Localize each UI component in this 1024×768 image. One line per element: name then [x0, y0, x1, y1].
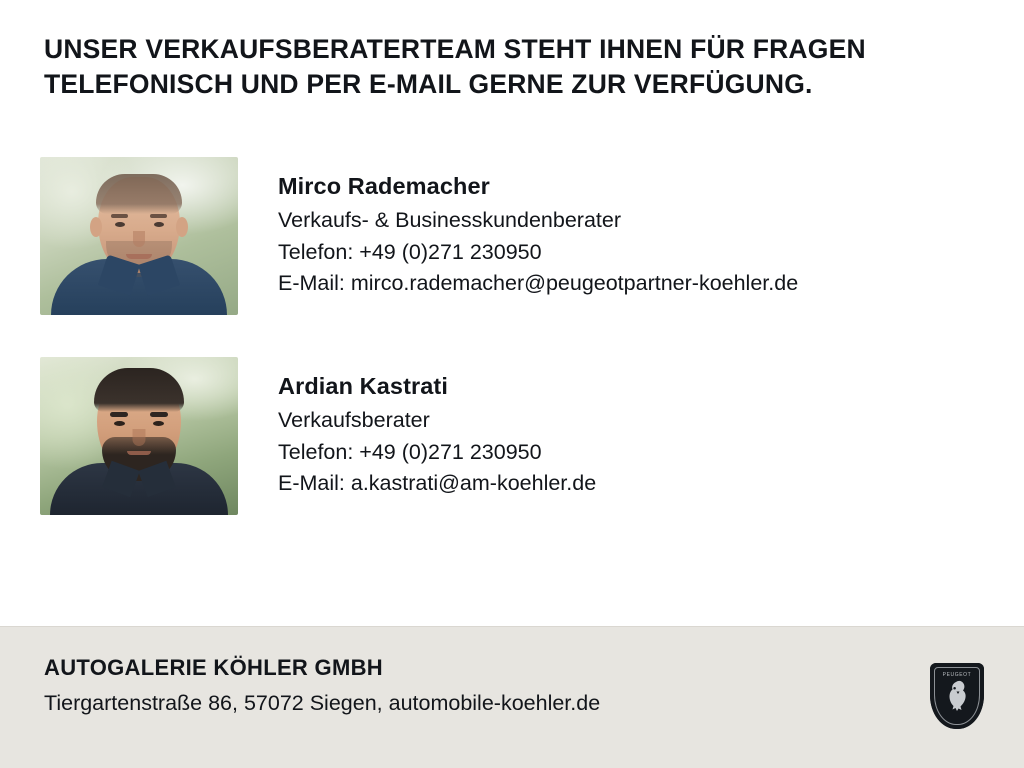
peugeot-lion-shield-icon	[930, 663, 984, 729]
contact-role: Verkaufsberater	[278, 408, 430, 433]
brand-wordmark: PEUGEOT	[942, 672, 972, 678]
contact-email[interactable]: E-Mail: a.kastrati@am-koehler.de	[278, 470, 597, 495]
headline-line-1: UNSER VERKAUFSBERATERTEAM STEHT IHNEN FÜR FRAGEN	[44, 34, 866, 64]
portrait-nose	[133, 429, 146, 446]
shield-shape	[930, 663, 984, 729]
portrait-nose	[133, 231, 145, 247]
page-footer	[0, 626, 1024, 768]
contact-card-mirco-rademacher	[40, 157, 984, 315]
contact-details	[238, 157, 798, 299]
headline-line-2: TELEFONISCH UND PER E-MAIL GERNE ZUR VERFÜGUNG.	[44, 68, 813, 99]
portrait-ear-right	[176, 217, 188, 237]
contact-email[interactable]: E-Mail: mirco.rademacher@peugeotpartner-koehler.de	[278, 270, 799, 295]
portrait-mouth	[127, 451, 151, 455]
portrait-brow-left	[110, 412, 128, 417]
footer-company-name: AUTOGALERIE KÖHLER GMBH	[44, 655, 383, 680]
portrait-image-mirco-rademacher	[40, 157, 238, 315]
lion-glyph	[930, 663, 984, 729]
portrait-image-ardian-kastrati	[40, 357, 238, 515]
contact-phone[interactable]: Telefon: +49 (0)271 230950	[278, 239, 542, 264]
portrait-hair	[96, 174, 182, 214]
contact-name: Ardian Kastrati	[278, 373, 448, 400]
portrait-brow-right	[150, 214, 167, 218]
contact-card-ardian-kastrati	[40, 357, 984, 515]
contact-name: Mirco Rademacher	[278, 173, 490, 200]
contact-role: Verkaufs- & Businesskundenberater	[278, 208, 622, 233]
portrait-mouth	[126, 254, 152, 259]
contact-list	[0, 101, 1024, 626]
portrait-hair	[94, 368, 184, 412]
page-headline	[0, 0, 1024, 101]
contact-details	[238, 357, 596, 499]
portrait-brow-left	[111, 214, 128, 218]
contact-phone[interactable]: Telefon: +49 (0)271 230950	[278, 439, 542, 464]
footer-address: Tiergartenstraße 86, 57072 Siegen, automobile-koehler.de	[44, 691, 601, 715]
portrait-brow-right	[150, 412, 168, 417]
